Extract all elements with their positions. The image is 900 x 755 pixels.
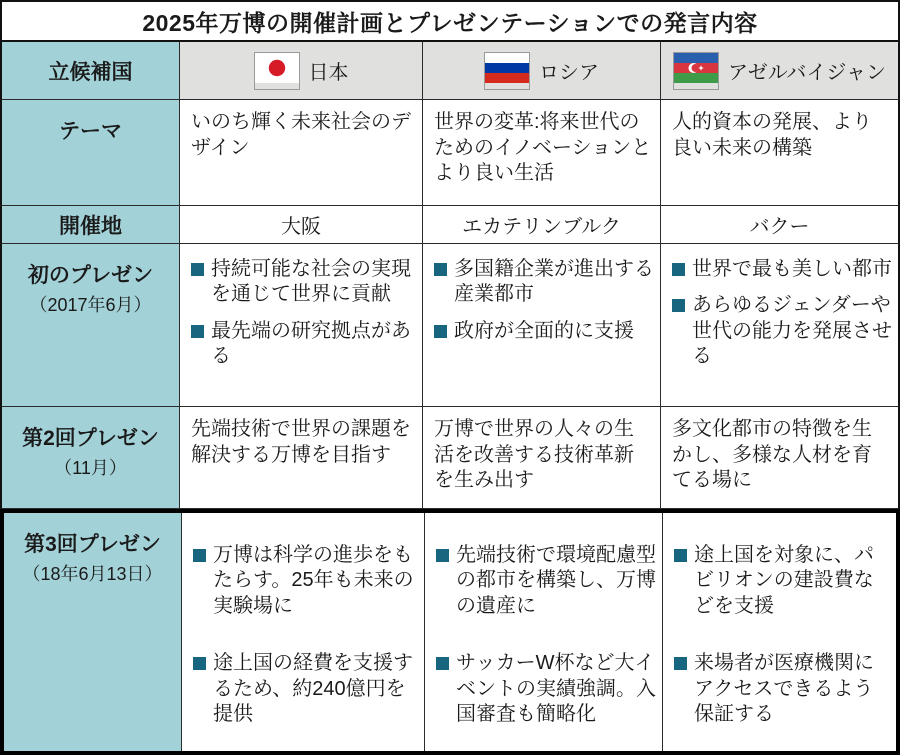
- corner-label: 立候補国: [48, 60, 133, 84]
- cell-presentation-1-russia: [423, 244, 661, 406]
- row-label-theme: [2, 100, 180, 205]
- bullet-item: [432, 257, 654, 308]
- bullet-square-icon: [434, 263, 447, 276]
- bullet-square-icon: [436, 657, 449, 670]
- bullet-item: [672, 651, 890, 727]
- bullet-item: [670, 293, 892, 369]
- country-header-russia: [423, 42, 661, 99]
- bullet-text: 来場者が医療機関にアクセスできるよう保証する: [694, 652, 874, 725]
- table-header-row: [0, 42, 900, 100]
- bullet-text: 持続可能な社会の実現を通じて世界に貢献: [211, 258, 411, 306]
- row-label-sublabel: （11月）: [54, 458, 127, 478]
- page-title: 2025年万博の開催計画とプレゼンテーションでの発言内容: [142, 9, 758, 36]
- row-label-presentation-3: [4, 513, 182, 751]
- bullet-item: [191, 651, 418, 727]
- bullet-item: [191, 543, 418, 619]
- azerbaijan-flag-icon: [673, 52, 719, 90]
- country-name-azerbaijan: アゼルバイジャン: [728, 62, 886, 84]
- bullet-square-icon: [191, 263, 204, 276]
- table-row-theme: [0, 100, 900, 206]
- table-row-presentation-3: [0, 509, 900, 755]
- cell-presentation-2-azerbaijan: 多文化都市の特徴を生かし、多様な人材を育てる場に: [672, 418, 872, 492]
- row-label-text: 第3回プレゼン: [24, 533, 161, 556]
- cell-presentation-1-japan: [180, 244, 423, 406]
- row-label-sublabel: （2017年6月）: [29, 295, 152, 315]
- bullet-square-icon: [672, 299, 685, 312]
- country-header-azerbaijan: [661, 42, 898, 99]
- table-row-presentation-2: [0, 407, 900, 509]
- bullet-square-icon: [191, 325, 204, 338]
- bullet-text: 多国籍企業が進出する産業都市: [454, 258, 654, 306]
- bullet-text: あらゆるジェンダーや世代の能力を発展させる: [692, 294, 892, 368]
- title-bar: [0, 0, 900, 42]
- country-name-russia: ロシア: [539, 62, 599, 84]
- bullet-item: [434, 651, 656, 727]
- bullet-text: 最先端の研究拠点がある: [211, 319, 411, 368]
- row-label-text: 開催地: [59, 214, 122, 238]
- cell-presentation-2-russia: 万博で世界の人々の生活を改善する技術革新を生み出す: [423, 407, 661, 508]
- cell-theme-russia: 世界の変革:将来世代のためのイノベーションとより良い生活: [423, 100, 661, 205]
- bullet-text: 万博は科学の進歩をもたらす。25年も未来の実験場に: [213, 544, 414, 617]
- bullet-text: 途上国を対象に、パビリオンの建設費などを支援: [694, 544, 874, 617]
- row-label-text: 第2回プレゼン: [22, 427, 159, 450]
- bullet-square-icon: [674, 657, 687, 670]
- bullet-square-icon: [193, 657, 206, 670]
- cell-venue-russia: エカテリンブルク: [423, 206, 661, 243]
- table-row-presentation-1: [0, 244, 900, 407]
- bullet-text: 世界で最も美しい都市: [692, 258, 892, 280]
- cell-presentation-3-japan: [182, 513, 425, 751]
- expo-comparison-table: [0, 42, 900, 755]
- russia-flag-icon: [484, 52, 530, 90]
- bullet-text: 途上国の経費を支援するため、約240億円を提供: [213, 652, 413, 725]
- bullet-square-icon: [674, 549, 687, 562]
- cell-presentation-1-azerbaijan: [661, 244, 898, 406]
- bullet-item: [432, 319, 654, 344]
- bullet-item: [189, 257, 416, 308]
- row-label-candidate-countries: [2, 42, 180, 99]
- cell-presentation-3-azerbaijan: [663, 513, 896, 751]
- bullet-text: 先端技術で環境配慮型の都市を構築し、万博の遺産に: [456, 544, 656, 617]
- cell-theme-japan: いのち輝く未来社会のデザイン: [180, 100, 423, 205]
- table-row-venue: [0, 206, 900, 244]
- country-header-japan: [180, 42, 423, 99]
- bullet-text: サッカーW杯など大イベントの実績強調。入国審査も簡略化: [456, 652, 656, 725]
- cell-venue-azerbaijan: バクー: [749, 216, 810, 238]
- row-label-venue: [2, 206, 180, 243]
- cell-theme-azerbaijan: 人的資本の発展、より良い未来の構築: [672, 111, 872, 159]
- bullet-item: [672, 543, 890, 619]
- bullet-square-icon: [434, 325, 447, 338]
- bullet-item: [189, 319, 416, 370]
- bullet-square-icon: [436, 549, 449, 562]
- bullet-square-icon: [672, 263, 685, 276]
- country-name-japan: 日本: [308, 62, 349, 84]
- cell-presentation-3-russia: [425, 513, 663, 751]
- bullet-text: 政府が全面的に支援: [454, 319, 634, 342]
- japan-flag-icon: [254, 52, 300, 90]
- cell-venue-japan: 大阪: [180, 206, 423, 243]
- row-label-presentation-2: [2, 407, 180, 508]
- cell-presentation-2-japan: 先端技術で世界の課題を解決する万博を目指す: [180, 407, 423, 508]
- row-label-text: 初のプレゼン: [27, 264, 154, 287]
- row-label-sublabel: （18年6月13日）: [22, 564, 163, 584]
- bullet-square-icon: [193, 549, 206, 562]
- row-label-presentation-1: [2, 244, 180, 406]
- row-label-text: テーマ: [59, 120, 122, 143]
- bullet-item: [434, 543, 656, 619]
- bullet-item: [670, 257, 892, 282]
